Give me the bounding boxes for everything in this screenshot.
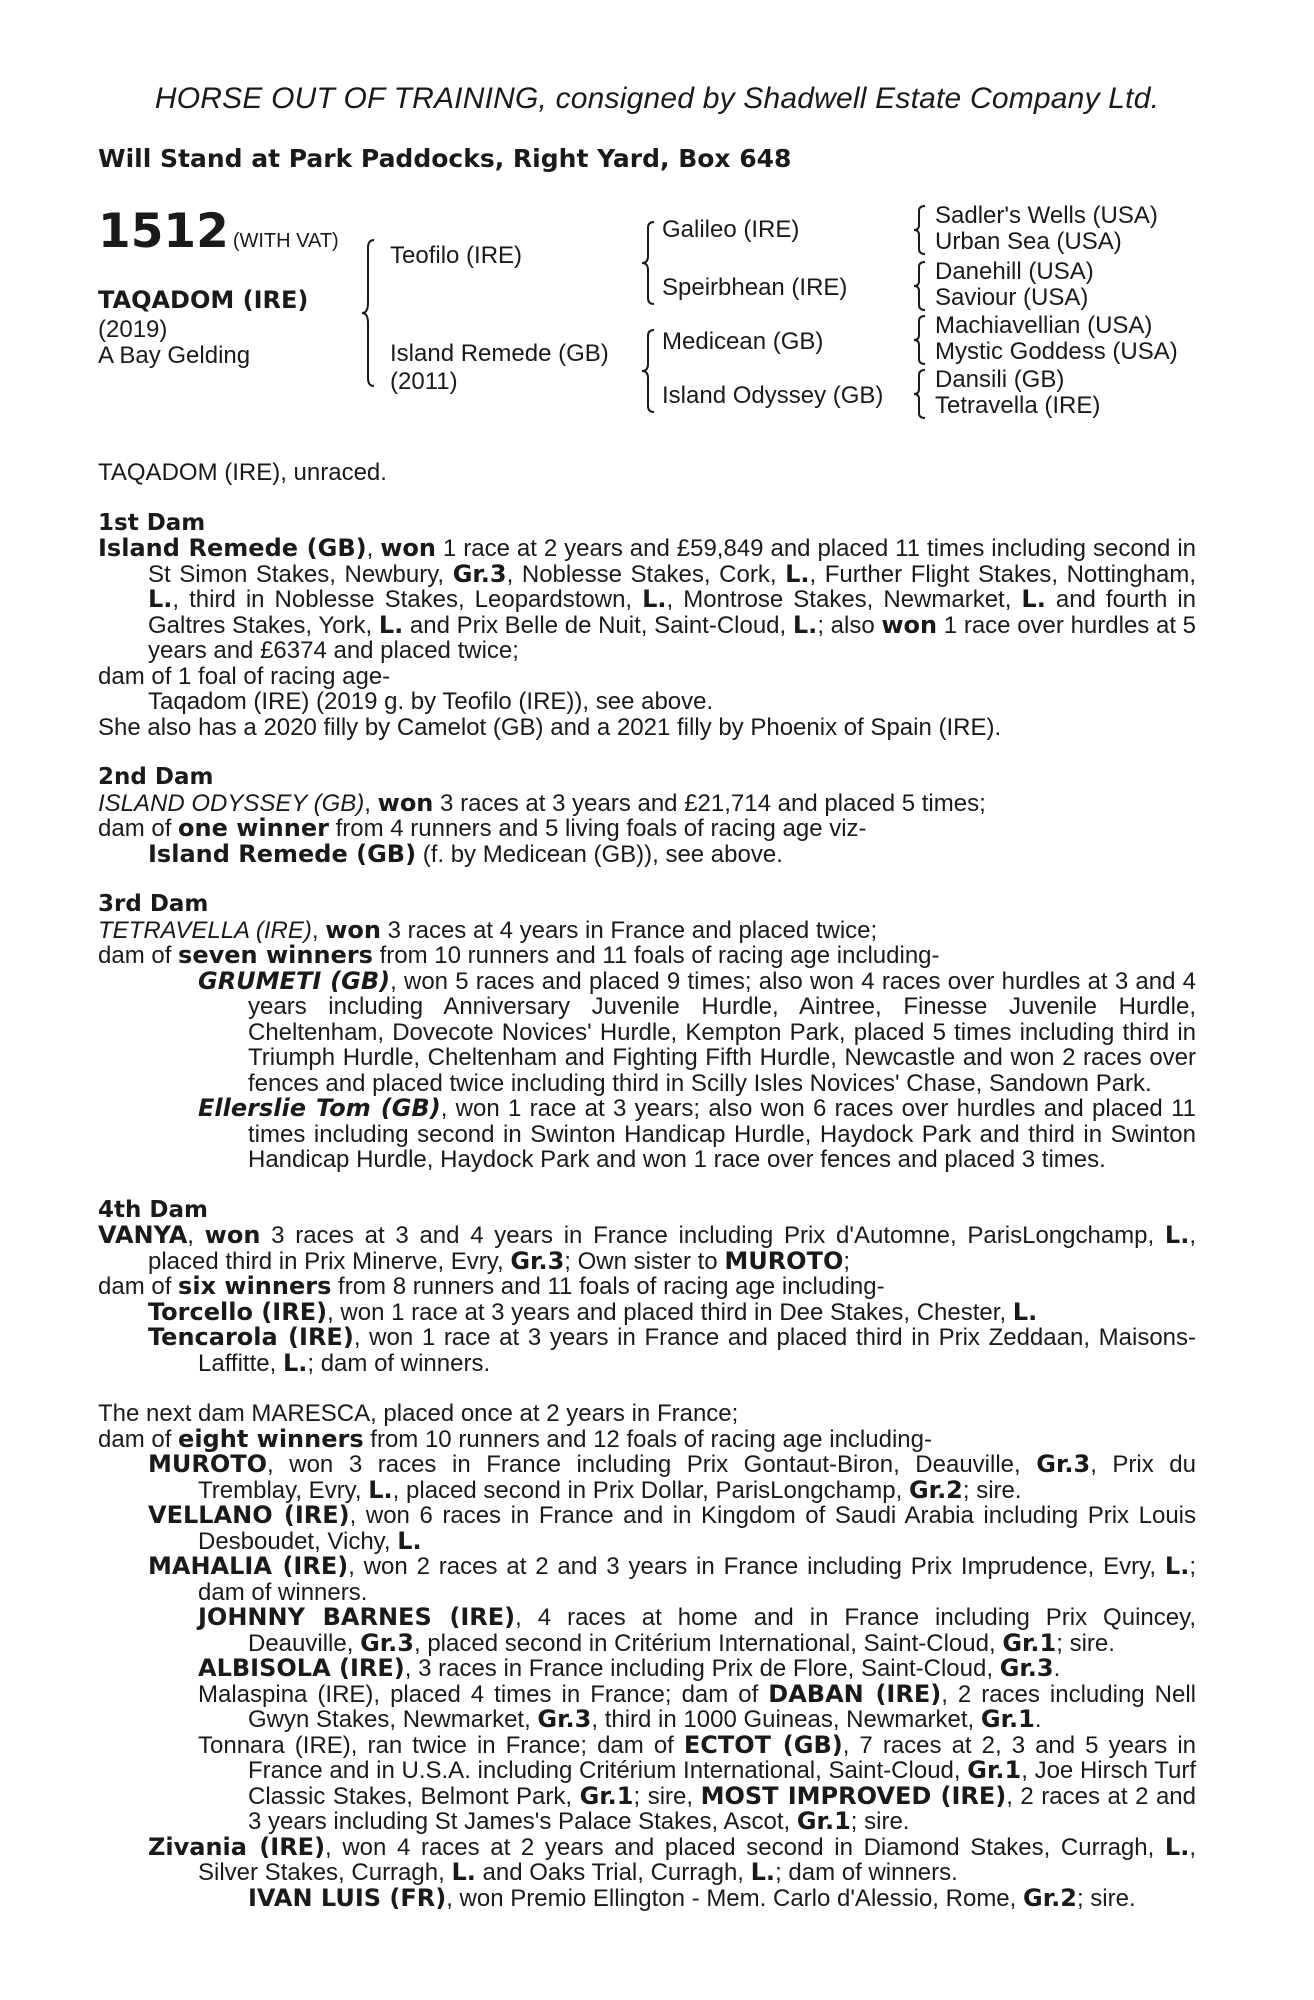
next-dam-produce: dam of eight winners from 10 runners and 12 foals of racing age including- — [98, 1424, 932, 1453]
progeny-malaspina: Malaspina (IRE), placed 4 times in France; dam of DABAN (IRE), 2 races including Nell Gwyn Stakes, Newmarket, Gr.3, third in 1000 Guineas, Newmarket, Gr.1. — [198, 1679, 1197, 1733]
second-dam-heading: 2nd Dam — [98, 764, 214, 790]
progeny-ivan-luis: IVAN LUIS (FR), won Premio Ellington - Mem. Carlo d'Alessio, Rome, Gr.2; sire. — [248, 1883, 1136, 1912]
pedigree-g1: Sadler's Wells (USA) — [935, 202, 1158, 229]
third-dam-produce: dam of seven winners from 10 runners and 11 foals of racing age including- — [98, 941, 940, 969]
pedigree-sire-dam: Speirbhean (IRE) — [662, 274, 848, 301]
progeny-johnny-barnes: JOHNNY BARNES (IRE), 4 races at home and in France including Prix Quincey, Deauville, Gr.3, placed second in Critérium International, Saint-Cloud, Gr.1; sire. — [198, 1603, 1196, 1657]
progeny-mahalia: MAHALIA (IRE), won 2 races at 2 and 3 years in France including Prix Imprudence, Evry, L.; dam of winners. — [148, 1552, 1196, 1606]
pedigree-sire: Teofilo (IRE) — [390, 242, 523, 269]
lot-vat: (WITH VAT) — [232, 230, 339, 252]
lot-number-block — [98, 204, 339, 259]
progeny-vellano: VELLANO (IRE), won 6 races in France and in Kingdom of Saudi Arabia including Prix Louis Desboudet, Vichy, L. — [148, 1501, 1197, 1555]
progeny-tencarola: Tencarola (IRE), won 1 race at 3 years in France and placed third in Prix Zeddaan, Maisons-Laffitte, L.; dam of winners. — [148, 1323, 1197, 1377]
first-dam-record: Island Remede (GB), won 1 race at 2 years and £59,849 and placed 11 times including second in St Simon Stakes, Newbury, Gr.3, Noblesse Stakes, Cork, L., Further Flight Stakes, Nottingham, L., third in Noblesse Stakes, Leopardstown, L., Montrose Stakes, Newmarket, L. and fourth in Galtres Stakes, York, L. and Prix Belle de Nuit, Saint-Cloud, L.; also won 1 race over hurdles at 5 years and £6374 and placed twice; — [98, 534, 1197, 664]
progeny-torcello: Torcello (IRE), won 1 race at 3 years and placed third in Dee Stakes, Chester, L. — [148, 1297, 1038, 1326]
second-dam-name: ISLAND ODYSSEY (GB) — [98, 789, 365, 817]
progeny-grumeti: GRUMETI (GB), won 5 races and placed 9 times; also won 4 races over hurdles at 3 and 4 years including Anniversary Juvenile Hurdle, Aintree, Finesse Juvenile Hurdle, Cheltenham, Dovecote Novices' Hurdle, Kempton Park, placed 5 times including third in Triumph Hurdle, Cheltenham and Fighting Fifth Hurdle, Newcastle and won 2 races over fences and placed twice including third in Scilly Isles Novices' Chase, Sandown Park. — [198, 966, 1197, 1097]
pedigree-dam-sire: Medicean (GB) — [662, 328, 824, 355]
fourth-dam-name: VANYA — [98, 1221, 188, 1249]
first-dam-heading: 1st Dam — [98, 509, 206, 536]
pedigree-dam-year: (2011) — [390, 368, 458, 395]
lot-number: 1512 — [98, 204, 229, 259]
second-dam-record: ISLAND ODYSSEY (GB), won 3 races at 3 years and £21,714 and placed 5 times; — [98, 788, 986, 817]
horse-name: TAQADOM (IRE) — [98, 286, 309, 314]
first-dam-also: She also has a 2020 filly by Camelot (GB) and a 2021 filly by Phoenix of Spain (IRE). — [98, 713, 1002, 741]
third-dam-name: TETRAVELLA (IRE) — [98, 916, 312, 944]
fourth-dam-heading: 4th Dam — [98, 1196, 208, 1223]
pedigree-notes — [98, 460, 1196, 1911]
sire-parents-brace — [640, 220, 658, 306]
progeny-tonnara: Tonnara (IRE), ran twice in France; dam of ECTOT (GB), 7 races at 2, 3 and 5 years in France and in U.S.A. including Critérium International, Saint-Cloud, Gr.1, Joe Hirsch Turf Classic Stakes, Belmont Park, Gr.1; sire, MOST IMPROVED (IRE), 2 races at 2 and 3 years including St James's Palace Stakes, Ascot, Gr.1; sire. — [198, 1730, 1197, 1835]
horse-year: (2019) — [98, 316, 168, 343]
progeny-zivania: Zivania (IRE), won 4 races at 2 years and placed second in Diamond Stakes, Curragh, L., Silver Stakes, Curragh, L. and Oaks Trial, Curragh, L.; dam of winners. — [148, 1832, 1197, 1886]
next-dam-intro: The next dam MARESCA, placed once at 2 years in France; — [98, 1400, 739, 1427]
pedigree-g3: Danehill (USA) — [935, 258, 1094, 285]
g4-brace — [912, 368, 928, 420]
second-dam-foal: Island Remede (GB) (f. by Medicean (GB)), see above. — [148, 839, 783, 868]
fourth-dam-record: VANYA, won 3 races at 3 and 4 years in France including Prix d'Automne, ParisLongchamp, L., placed third in Prix Minerve, Evry, Gr.3; Own sister to MUROTO; — [98, 1221, 1197, 1275]
sire-dam-brace — [360, 238, 380, 388]
pedigree-g5: Machiavellian (USA) — [935, 312, 1153, 339]
third-dam-record: TETRAVELLA (IRE), won 3 races at 4 years in France and placed twice; — [98, 915, 878, 944]
first-dam-name: Island Remede (GB) — [98, 534, 367, 562]
progeny-albisola: ALBISOLA (IRE), 3 races in France including Prix de Flore, Saint-Cloud, Gr.3. — [198, 1654, 1061, 1682]
pedigree-sire-sire: Galileo (IRE) — [662, 216, 800, 243]
second-dam-produce: dam of one winner from 4 runners and 5 living foals of racing age viz- — [98, 814, 867, 842]
g1-brace — [912, 204, 928, 256]
third-dam-heading: 3rd Dam — [98, 891, 209, 917]
pedigree-g6: Mystic Goddess (USA) — [935, 338, 1178, 365]
g2-brace — [912, 260, 928, 312]
page-title: HORSE OUT OF TRAINING, consigned by Shadwell Estate Company Ltd. — [154, 82, 1160, 115]
first-dam-foal: Taqadom (IRE) (2019 g. by Teofilo (IRE)), see above. — [148, 688, 714, 715]
g3-brace — [912, 314, 928, 366]
pedigree-g2: Urban Sea (USA) — [935, 228, 1122, 255]
unraced-line: TAQADOM (IRE), unraced. — [98, 459, 387, 486]
pedigree-g8: Tetravella (IRE) — [935, 392, 1101, 419]
dam-parents-brace — [640, 328, 658, 414]
progeny-ellerslie-tom: Ellerslie Tom (GB), won 1 race at 3 years; also won 6 races over hurdles and placed 11 times including second in Swinton Handicap Hurdle, Haydock Park and third in Swinton Handicap Hurdle, Haydock Park and won 1 race over fences and placed 3 times. — [198, 1094, 1197, 1173]
fourth-dam-produce: dam of six winners from 8 runners and 11 foals of racing age including- — [98, 1272, 885, 1300]
pedigree-g7: Dansili (GB) — [935, 366, 1065, 393]
progeny-muroto: MUROTO, won 3 races in France including Prix Gontaut-Biron, Deauville, Gr.3, Prix du Tremblay, Evry, L., placed second in Prix Dollar, ParisLongchamp, Gr.2; sire. — [148, 1450, 1196, 1504]
first-dam-produce: dam of 1 foal of racing age- — [98, 662, 391, 690]
pedigree-dam: Island Remede (GB) — [390, 340, 609, 367]
stand-location: Will Stand at Park Paddocks, Right Yard, Box 648 — [98, 144, 792, 173]
pedigree-dam-dam: Island Odyssey (GB) — [662, 382, 884, 409]
horse-description: A Bay Gelding — [98, 342, 251, 369]
pedigree-g4: Saviour (USA) — [935, 284, 1089, 311]
